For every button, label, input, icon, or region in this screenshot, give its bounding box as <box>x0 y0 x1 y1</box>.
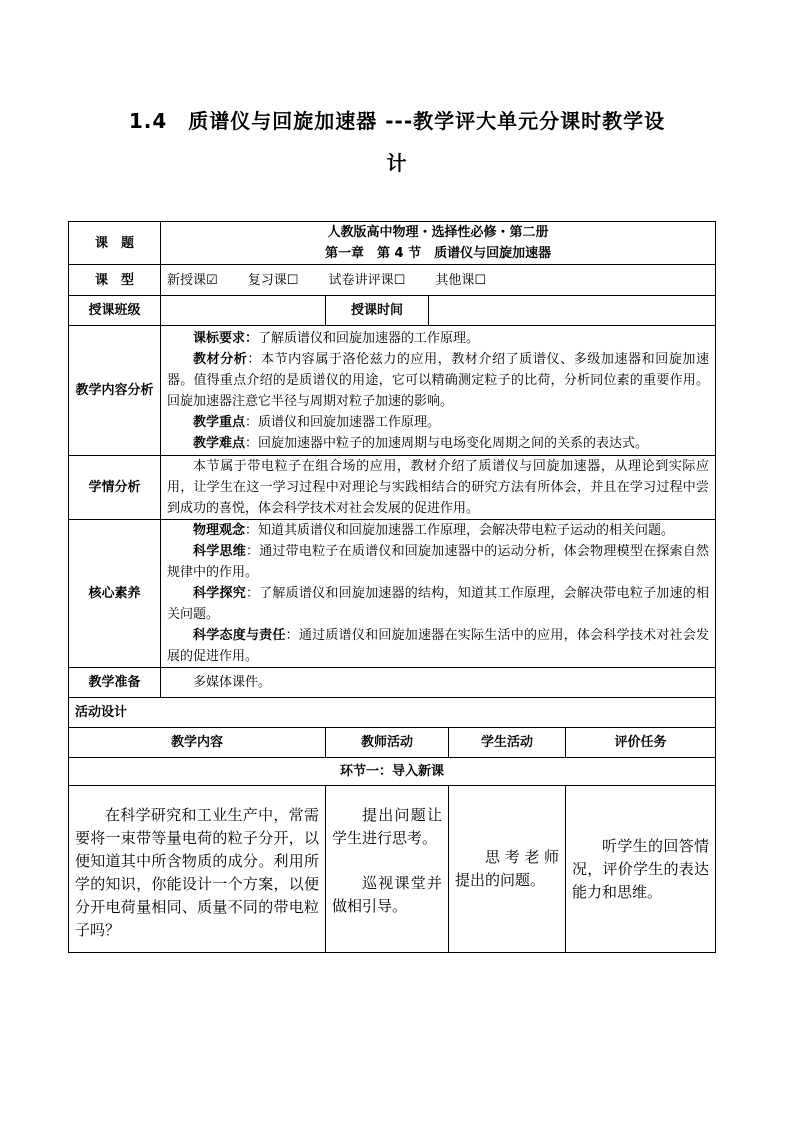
row-core-literacy <box>69 520 716 668</box>
topic-label: 课 题 <box>69 222 161 265</box>
stage1-student-activity <box>449 786 566 953</box>
scientific-thinking: 科学思维：通过带电粒子在质谱仪和回旋加速器中的运动分析，体会物理模型在探索自然规律中的作用。 <box>167 544 710 580</box>
curriculum-requirement: 课标要求：了解质谱仪和回旋加速器的工作原理。 <box>193 330 480 346</box>
row-preparation <box>69 668 716 698</box>
header-teacher-activity: 教师活动 <box>326 728 449 758</box>
content-analysis-body <box>161 326 716 456</box>
type-option-new: 新授课☑ <box>167 272 218 288</box>
type-option-exam: 试卷讲评课☐ <box>328 272 406 288</box>
student-analysis-text: 本节属于带电粒子在组合场的应用，教材介绍了质谱仪与回旋加速器，从理论到实际应用，让学生在这一学习过程中对理论与实践相结合的研究方法有所体会，并且在学习过程中尝到成功的喜悦，体会科学技术对社会发展的促进作用。 <box>167 459 710 516</box>
student-analysis-body <box>161 456 716 520</box>
activity-design-label: 活动设计 <box>69 698 716 728</box>
scientific-inquiry: 科学探究：了解质谱仪和回旋加速器的结构，知道其工作原理，会解决带电粒子加速的相关问题。 <box>167 586 710 622</box>
document-title-line1: 1.4 质谱仪与回旋加速器 ---教学评大单元分课时教学设 <box>128 109 666 133</box>
stage1-content <box>69 786 326 953</box>
row-class <box>69 296 716 326</box>
row-student-analysis <box>69 456 716 520</box>
row-topic <box>69 222 716 265</box>
student-analysis-label: 学情分析 <box>69 456 161 520</box>
core-literacy-body <box>161 520 716 668</box>
row-stage1-title <box>69 758 716 786</box>
topic-book: 人教版高中物理・选择性必修・第二册 <box>327 225 549 240</box>
type-label: 课 型 <box>69 265 161 296</box>
stage1-eval-text: 听学生的回答情况，评价学生的表达能力和思维。 <box>572 836 710 901</box>
stage1-teacher-guide: 巡视课堂并做相引导。 <box>332 874 442 915</box>
topic-value <box>161 222 716 265</box>
preparation-body <box>161 668 716 698</box>
stage1-student-text: 思考老师提出的问题。 <box>455 848 559 889</box>
type-option-review: 复习课☐ <box>247 272 299 288</box>
row-content-analysis <box>69 326 716 456</box>
stage1-teacher-activity <box>326 786 449 953</box>
time-value <box>429 296 716 326</box>
core-literacy-label: 核心素养 <box>69 520 161 668</box>
textbook-analysis: 教材分析：本节内容属于洛伦兹力的应用，教材介绍了质谱仪、多级加速器和回旋加速器。值得重点介绍的是质谱仪的用途，它可以精确测定粒子的比荷，分析同位素的重要作用。回旋加速器注意它半径与周期对粒子加速的影响。 <box>167 351 710 409</box>
row-activity-headers <box>69 728 716 758</box>
preparation-text: 多媒体课件。 <box>193 675 272 690</box>
document-title-line2: 计 <box>386 151 408 175</box>
class-value <box>161 296 326 326</box>
type-options <box>161 265 716 296</box>
lesson-plan-table <box>68 221 716 953</box>
row-stage1-body <box>69 786 716 953</box>
physics-concept: 物理观念：知道其质谱仪和回旋加速器工作原理，会解决带电粒子运动的相关问题。 <box>193 523 675 538</box>
time-label: 授课时间 <box>326 296 429 326</box>
stage1-label: 环节一：导入新课 <box>69 758 716 786</box>
content-analysis-label: 教学内容分析 <box>69 326 161 456</box>
header-student-activity: 学生活动 <box>449 728 566 758</box>
teaching-difficulty: 教学难点：回旋加速器中粒子的加速周期与电场变化周期之间的关系的表达式。 <box>193 435 649 451</box>
row-activity-design <box>69 698 716 728</box>
scientific-attitude: 科学态度与责任：通过质谱仪和回旋加速器在实际生活中的应用，体会科学技术对社会发展的促进作用。 <box>167 628 710 664</box>
stage1-teacher-question: 提出问题让学生进行思考。 <box>332 806 442 847</box>
header-teaching-content: 教学内容 <box>69 728 326 758</box>
preparation-label: 教学准备 <box>69 668 161 698</box>
stage1-content-text: 在科学研究和工业生产中，常需要将一束带等量电荷的粒子分开，以便知道其中所含物质的成分。利用所学的知识，你能设计一个方案，以便分开电荷量相同、质量不同的带电粒子吗？ <box>75 806 319 939</box>
header-evaluation-task: 评价任务 <box>566 728 716 758</box>
teaching-focus: 教学重点：质谱仪和回旋加速器工作原理。 <box>193 414 441 430</box>
stage1-evaluation-task <box>566 786 716 953</box>
topic-section: 第一章 第 4 节 质谱仪与回旋加速器 <box>324 246 552 261</box>
type-option-other: 其他课☐ <box>435 272 487 288</box>
class-label: 授课班级 <box>69 296 161 326</box>
row-type <box>69 265 716 296</box>
